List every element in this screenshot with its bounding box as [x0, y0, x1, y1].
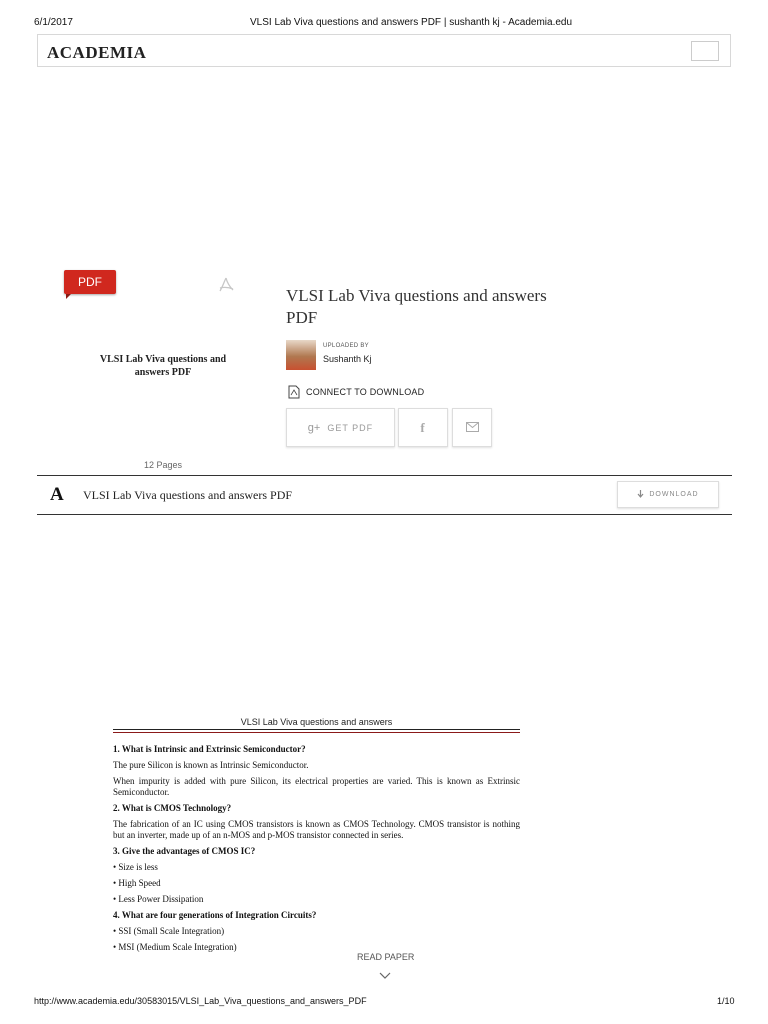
pdf-badge: PDF [64, 270, 116, 294]
pdf-file-icon [288, 385, 300, 399]
acrobat-icon [217, 276, 235, 294]
paper-header-rule-accent [113, 732, 520, 733]
bar-top-rule [37, 475, 732, 476]
paper-question: 1. What is Intrinsic and Extrinsic Semiconductor? [113, 744, 306, 754]
avatar[interactable] [286, 340, 316, 370]
email-icon [466, 422, 479, 434]
paper-question: 2. What is CMOS Technology? [113, 803, 232, 813]
paper-paragraph: • Less Power Dissipation [113, 894, 204, 904]
get-pdf-button[interactable] [286, 408, 395, 447]
connect-to-download[interactable]: CONNECT TO DOWNLOAD [306, 387, 425, 397]
facebook-share-button[interactable] [398, 408, 448, 447]
site-header [37, 34, 731, 67]
paper-body [113, 744, 520, 958]
email-share-button[interactable] [452, 408, 492, 447]
paper-paragraph: When impurity is added with pure Silicon, its electrical properties are varied. This is known as Extrinsic Semiconductor. [113, 776, 520, 797]
paper-paragraph: • SSI (Small Scale Integration) [113, 926, 225, 936]
paper-paragraph: The pure Silicon is known as Intrinsic Semiconductor. [113, 760, 309, 770]
get-pdf-label: GET PDF [327, 422, 374, 433]
header-search-box[interactable] [691, 41, 719, 61]
print-date: 6/1/2017 [34, 17, 73, 28]
paper-header: VLSI Lab Viva questions and answers [240, 717, 393, 727]
print-url: http://www.academia.edu/30583015/VLSI_Lab_Viva_questions_and_answers_PDF [34, 996, 367, 1006]
google-plus-icon: g+ [307, 421, 321, 434]
bar-document-title: VLSI Lab Viva questions and answers PDF [83, 488, 293, 502]
read-paper-link[interactable]: READ PAPER [357, 952, 415, 962]
document-title: VLSI Lab Viva questions and answers PDF [286, 286, 547, 327]
paper-question: 4. What are four generations of Integration Circuits? [113, 910, 317, 920]
chevron-down-icon[interactable] [379, 967, 391, 975]
download-arrow-icon [637, 490, 644, 500]
academia-a-logo[interactable]: A [50, 484, 64, 505]
print-page-number: 1/10 [717, 996, 735, 1006]
print-page-title: VLSI Lab Viva questions and answers PDF | sushanth kj - Academia.edu [250, 17, 573, 28]
download-button[interactable] [617, 481, 719, 508]
bar-bottom-rule [37, 514, 732, 515]
paper-paragraph: • Size is less [113, 862, 158, 872]
uploader-name[interactable]: Sushanth Kj [323, 354, 372, 364]
paper-header-rule [113, 729, 520, 730]
paper-question: 3. Give the advantages of CMOS IC? [113, 846, 256, 856]
paper-paragraph: The fabrication of an IC using CMOS transistors is known as CMOS Technology. CMOS transistor is nothing but an inverter, made up of an n-MOS and p-MOS transistor connected in series. [113, 819, 520, 840]
paper-paragraph: • High Speed [113, 878, 161, 888]
page-count: 12 Pages [144, 460, 183, 470]
paper-paragraph: • MSI (Medium Scale Integration) [113, 942, 237, 952]
academia-logo[interactable]: ACADEMIA [47, 43, 147, 62]
facebook-icon: f [420, 419, 426, 435]
uploaded-by-label: UPLOADED BY [323, 343, 369, 349]
thumbnail-title[interactable]: VLSI Lab Viva questions and answers PDF [99, 354, 227, 378]
download-label: DOWNLOAD [649, 491, 699, 498]
